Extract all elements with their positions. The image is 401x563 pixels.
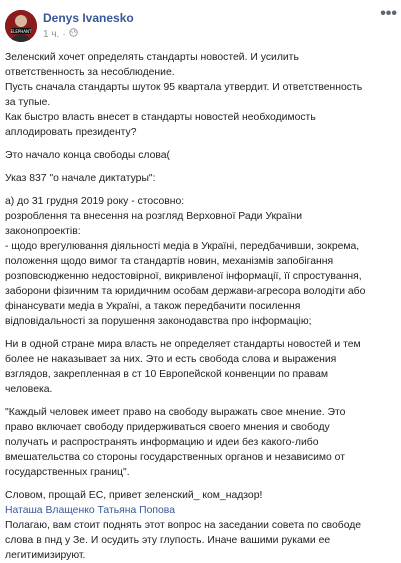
author-name[interactable]: Denys Ivanesko: [43, 11, 134, 25]
text-line: - щодо врегулювання діяльності медіа в Україні, передбачивши, зокрема,: [5, 241, 360, 252]
text-line: получать и распространять информацию и идеи без какого-либо: [5, 437, 319, 448]
globe-icon: [69, 28, 78, 40]
post-body: [5, 50, 397, 563]
meta-separator: ·: [62, 28, 66, 40]
paragraph-1: [5, 50, 397, 140]
paragraph-4: [5, 194, 397, 329]
text-line: государственных границ".: [5, 467, 130, 478]
text-line: Полагаю, вам стоит поднять этот вопрос на заседании совета по свободе: [5, 520, 362, 531]
text-line: розроблення та внесення на розгляд Верховної Ради України: [5, 211, 303, 222]
text-line: более не наказывает за них. Это и есть свобода слова и выражения: [5, 354, 337, 365]
text-line: фінансувати медіа в Україні, а також передбачити посилення: [5, 301, 301, 312]
text-line: положення щодо вимог та стандартів новин, механізмів запобігання: [5, 256, 334, 267]
text-line: розповсюдженню недостовірної, викривленої інформації, її спростування,: [5, 271, 362, 282]
paragraph-7: [5, 488, 397, 563]
text-line: за тупые.: [5, 97, 51, 108]
text-line: взглядов, закрепленная в ст 10 Европейской конвенции по правам: [5, 369, 329, 380]
avatar[interactable]: [5, 10, 37, 42]
paragraph-2: [5, 148, 397, 163]
paragraph-6: [5, 405, 397, 480]
post-time[interactable]: 1 ч.: [43, 28, 60, 40]
paragraph-5: [5, 337, 397, 397]
text-line: а) до 31 грудня 2019 року - стосовно:: [5, 196, 185, 207]
text-line: слова в пнд у Зе. И осудить эту глупость. Иначе вашими руками ее: [5, 535, 331, 546]
text-line: Зеленский хочет определять стандарты новостей. И усилить: [5, 52, 299, 63]
text-line: Ни в одной стране мира власть не определяет стандарты новостей и тем: [5, 339, 361, 350]
text-line: аплодировать президенту?: [5, 127, 137, 138]
text-line: право включает свободу придерживаться своего мнения и свободу: [5, 422, 330, 433]
mention-links[interactable]: Наташа Влащенко Татьяна Попова: [5, 505, 175, 516]
text-line: Пусть сначала стандарты шуток 95 квартала утвердит. И ответственность: [5, 82, 363, 93]
text-line: человека.: [5, 384, 53, 395]
post-header: [0, 0, 401, 48]
text-line: Указ 837 "о начале диктатуры":: [5, 173, 156, 184]
text-line: відповідальності за порушення законодавства про інформацію;: [5, 316, 312, 327]
text-line: вмешательства со стороны государственных органов и независимо от: [5, 452, 345, 463]
text-line: Это начало конца свободы слова(: [5, 150, 170, 161]
text-line: заборони фізичним та юридичним особам держави-агресора володіти або: [5, 286, 366, 297]
paragraph-3: [5, 171, 397, 186]
svg-text:ELEPHANT: ELEPHANT: [10, 29, 32, 34]
avatar-image: [5, 10, 37, 42]
text-line: легитимизируют.: [5, 550, 86, 561]
closing-line: Словом, прощай ЕС, привет зеленский_ ком_надзор!: [5, 490, 263, 501]
text-line: законопроектів:: [5, 226, 81, 237]
more-options-button[interactable]: •••: [380, 5, 397, 22]
post-meta: [43, 28, 78, 40]
text-line: "Каждый человек имеет право на свободу выражать свое мнение. Это: [5, 407, 346, 418]
text-line: ответственность за несоблюдение.: [5, 67, 175, 78]
text-line: Как быстро власть внесет в стандарты новостей необходимость: [5, 112, 316, 123]
